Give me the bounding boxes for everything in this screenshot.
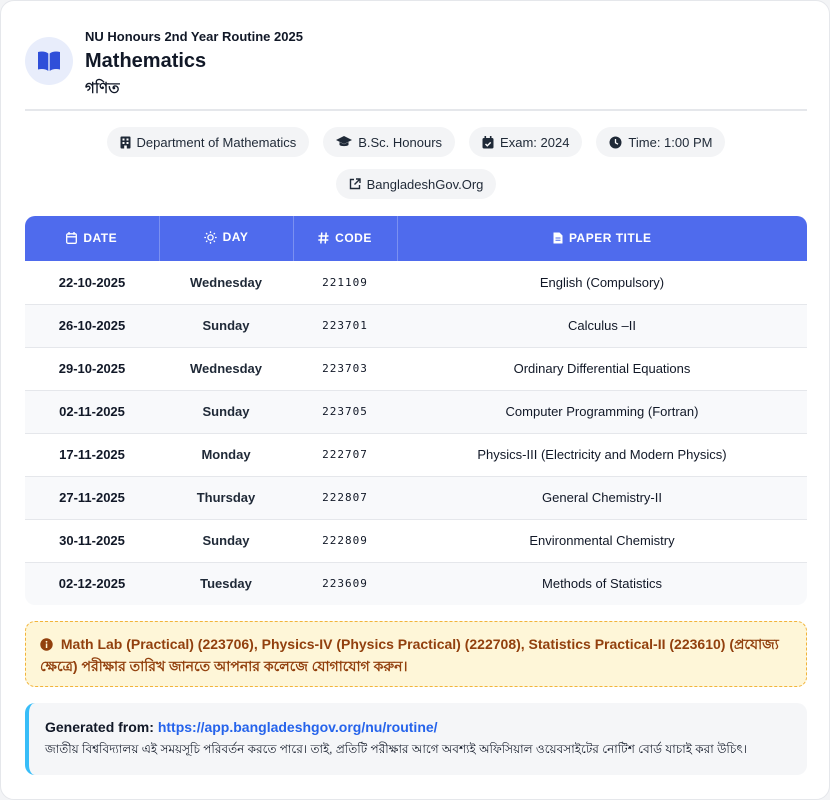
row-day: Wednesday bbox=[159, 347, 293, 390]
row-paper-title: English (Compulsory) bbox=[397, 261, 807, 304]
row-code: 223705 bbox=[293, 390, 397, 433]
clock-icon bbox=[609, 136, 622, 149]
column-header-day bbox=[159, 216, 293, 261]
table-row bbox=[25, 347, 807, 390]
table-row bbox=[25, 261, 807, 304]
row-code: 223609 bbox=[293, 562, 397, 605]
column-header-code bbox=[293, 216, 397, 261]
table-row bbox=[25, 304, 807, 347]
graduation-cap-icon bbox=[336, 136, 352, 148]
exam-year-chip bbox=[469, 127, 582, 157]
row-day: Sunday bbox=[159, 390, 293, 433]
page-title: Mathematics bbox=[85, 50, 207, 72]
column-header-code-label: CODE bbox=[335, 230, 372, 245]
external-link-icon bbox=[349, 178, 361, 190]
department-label: Department of Mathematics bbox=[136, 134, 297, 150]
row-code: 223701 bbox=[293, 304, 397, 347]
source-link-chip[interactable] bbox=[336, 169, 497, 199]
time-chip bbox=[596, 127, 725, 157]
building-icon bbox=[120, 136, 131, 149]
column-header-paper-title bbox=[397, 216, 807, 261]
row-paper-title: Environmental Chemistry bbox=[397, 519, 807, 562]
row-day: Tuesday bbox=[159, 562, 293, 605]
row-paper-title: Calculus –II bbox=[397, 304, 807, 347]
row-day: Thursday bbox=[159, 476, 293, 519]
calendar-icon bbox=[66, 232, 77, 244]
table-row bbox=[25, 562, 807, 605]
time-label: Time: 1:00 PM bbox=[628, 134, 713, 150]
row-date: 26-10-2025 bbox=[25, 304, 159, 347]
row-code: 223703 bbox=[293, 347, 397, 390]
page-subtitle: NU Honours 2nd Year Routine 2025 bbox=[85, 29, 303, 44]
column-header-paper-title-label: PAPER TITLE bbox=[568, 230, 652, 245]
column-header-date bbox=[25, 216, 159, 261]
department-chip bbox=[107, 127, 310, 157]
hash-icon bbox=[318, 232, 329, 244]
page-header bbox=[25, 25, 807, 111]
file-icon bbox=[553, 232, 563, 244]
row-day: Sunday bbox=[159, 519, 293, 562]
row-paper-title: Computer Programming (Fortran) bbox=[397, 390, 807, 433]
info-icon bbox=[40, 638, 53, 651]
disclaimer-text: জাতীয় বিশ্ববিদ্যালয় এই সময়সূচি পরিবর্তন করতে পারে। তাই, প্রতিটি পরীক্ষার আগে অবশ্যই অফিসিয়াল ওয়েবসাইটের নোটিশ বোর্ড যাচাই করা উচিৎ। bbox=[45, 742, 748, 756]
row-paper-title: General Chemistry-II bbox=[397, 476, 807, 519]
row-date: 02-12-2025 bbox=[25, 562, 159, 605]
row-paper-title: Physics-III (Electricity and Modern Physics) bbox=[397, 433, 807, 476]
row-code: 222809 bbox=[293, 519, 397, 562]
row-code: 221109 bbox=[293, 261, 397, 304]
table-row bbox=[25, 519, 807, 562]
practical-exam-notice bbox=[25, 621, 807, 687]
table-row bbox=[25, 433, 807, 476]
row-code: 222807 bbox=[293, 476, 397, 519]
row-date: 17-11-2025 bbox=[25, 433, 159, 476]
sun-icon bbox=[204, 231, 217, 244]
degree-label: B.Sc. Honours bbox=[358, 134, 443, 150]
row-day: Wednesday bbox=[159, 261, 293, 304]
source-link-label[interactable]: BangladeshGov.Org bbox=[366, 176, 484, 192]
degree-chip bbox=[323, 127, 455, 157]
table-row bbox=[25, 476, 807, 519]
generated-from-label: Generated from: bbox=[45, 719, 154, 735]
info-chips bbox=[25, 127, 807, 199]
table-row bbox=[25, 390, 807, 433]
page-title-bangla: গণিত bbox=[85, 80, 120, 97]
table-header-row bbox=[25, 216, 807, 261]
row-code: 222707 bbox=[293, 433, 397, 476]
routine-source-link[interactable]: https://app.bangladeshgov.org/nu/routine/ bbox=[157, 719, 438, 735]
row-date: 30-11-2025 bbox=[25, 519, 159, 562]
row-paper-title: Ordinary Differential Equations bbox=[397, 347, 807, 390]
row-date: 22-10-2025 bbox=[25, 261, 159, 304]
row-day: Monday bbox=[159, 433, 293, 476]
notice-text: Math Lab (Practical) (223706), Physics-IV (Physics Practical) (222708), Statistics Practical-II (223610) (প্রযোজ্য ক্ষেত্রে) পরীক্ষার তারিখ জানতে আপনার কলেজে যোগাযোগ করুন। bbox=[40, 636, 779, 674]
column-header-date-label: DATE bbox=[83, 230, 118, 245]
row-date: 02-11-2025 bbox=[25, 390, 159, 433]
exam-year-label: Exam: 2024 bbox=[500, 134, 570, 150]
row-paper-title: Methods of Statistics bbox=[397, 562, 807, 605]
routine-table bbox=[25, 216, 807, 605]
row-day: Sunday bbox=[159, 304, 293, 347]
row-date: 29-10-2025 bbox=[25, 347, 159, 390]
calendar-check-icon bbox=[482, 136, 494, 149]
row-date: 27-11-2025 bbox=[25, 476, 159, 519]
generated-from-box bbox=[25, 703, 807, 775]
book-icon bbox=[25, 37, 73, 85]
column-header-day-label: DAY bbox=[222, 230, 249, 245]
